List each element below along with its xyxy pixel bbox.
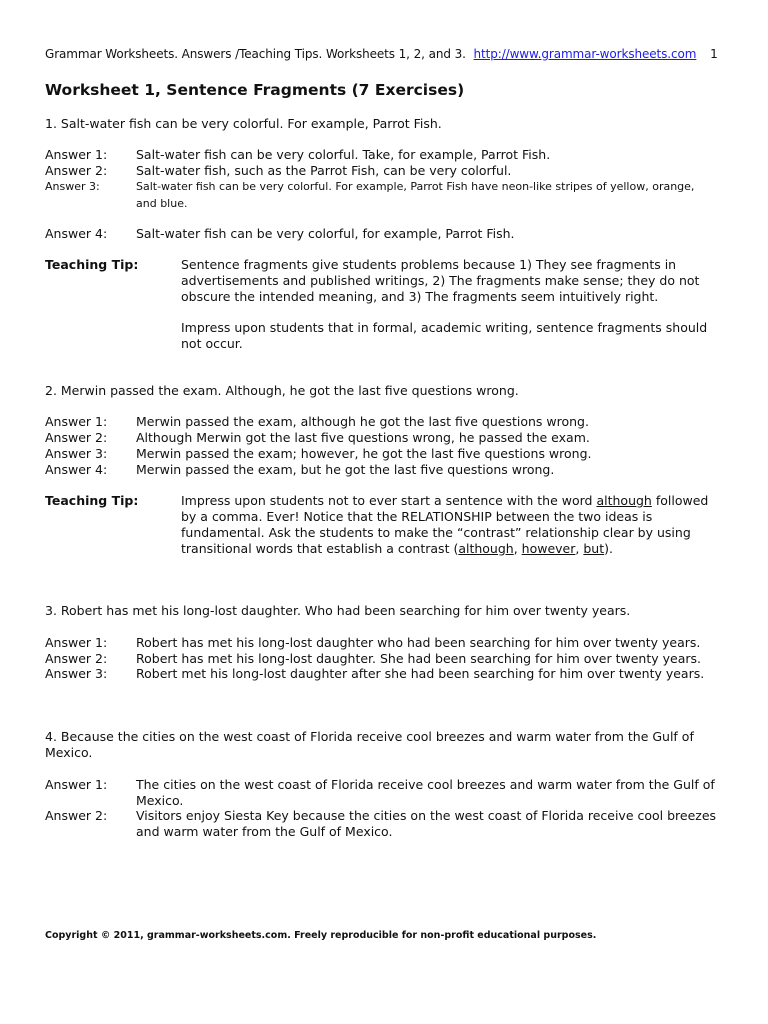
tip-text: transitional words that establish a contrast ( [181,541,459,556]
answer-label: Answer 3: [45,666,108,681]
underlined-word: however [521,541,576,556]
answer-text: Robert has met his long-lost daughter. She had been searching for him over twenty years. [136,651,701,666]
teaching-tip-line: advertisements and published writings, 2) The fragments make sense; they do not [181,273,700,288]
underlined-word: although [596,493,652,508]
answer-label: Answer 3: [45,446,108,461]
teaching-tip-line [181,541,613,557]
answer-text: Salt-water fish can be very colorful, for example, Parrot Fish. [136,226,515,241]
answer-text: Merwin passed the exam, but he got the last five questions wrong. [136,462,555,477]
teaching-tip-line: obscure the intended meaning, and 3) The fragments seem intuitively right. [181,289,659,304]
answer-label: Answer 1: [45,147,108,162]
answer-text: Merwin passed the exam; however, he got the last five questions wrong. [136,446,592,461]
answer-label: Answer 3: [45,180,100,193]
answer-text: Salt-water fish, such as the Parrot Fish, can be very colorful. [136,163,512,178]
answer-text: The cities on the west coast of Florida receive cool breezes and warm water from the Gulf of [136,777,715,792]
underlined-word: but [583,541,605,556]
teaching-tip-label: Teaching Tip: [45,493,139,508]
answer-text: Robert met his long-lost daughter after she had been searching for him over twenty years. [136,666,705,681]
answer-label: Answer 1: [45,414,108,429]
underlined-word: although [458,541,514,556]
header-text: Grammar Worksheets. Answers /Teaching Tips. Worksheets 1, 2, and 3. [45,47,466,61]
answer-label: Answer 1: [45,777,108,792]
exercise-2-question: 2. Merwin passed the exam. Although, he got the last five questions wrong. [45,383,519,398]
exercise-1-question: 1. Salt-water fish can be very colorful. For example, Parrot Fish. [45,116,442,131]
exercise-4-question: 4. Because the cities on the west coast of Florida receive cool breezes and warm water from the Gulf of [45,729,694,744]
tip-text: followed [651,493,709,508]
teaching-tip-line: by a comma. Ever! Notice that the RELATIONSHIP between the two ideas is [181,509,653,524]
page-title: Worksheet 1, Sentence Fragments (7 Exercises) [45,81,465,99]
answer-label: Answer 1: [45,635,108,650]
answer-text: Robert has met his long-lost daughter who had been searching for him over twenty years. [136,635,701,650]
answer-text-continued: and warm water from the Gulf of Mexico. [136,824,393,839]
teaching-tip-label: Teaching Tip: [45,257,139,272]
answer-text: Salt-water fish can be very colorful. Take, for example, Parrot Fish. [136,147,551,162]
teaching-tip-line: Impress upon students that in formal, academic writing, sentence fragments should [181,320,708,335]
page-header [45,47,718,61]
exercise-4-question-continued: Mexico. [45,745,93,760]
tip-text: , [575,541,584,556]
teaching-tip-line: not occur. [181,336,243,351]
teaching-tip-line [181,493,708,509]
answer-text: Visitors enjoy Siesta Key because the cities on the west coast of Florida receive cool breezes [136,808,717,823]
copyright-footer: Copyright © 2011, grammar-worksheets.com. Freely reproducible for non-profit educational purposes. [45,930,597,941]
answer-label: Answer 4: [45,226,108,241]
page-number: 1 [710,47,718,61]
teaching-tip-line: Sentence fragments give students problems because 1) They see fragments in [181,257,677,272]
tip-text: ). [604,541,613,556]
teaching-tip-line: fundamental. Ask the students to make the “contrast” relationship clear by using [181,525,691,540]
answer-label: Answer 2: [45,808,108,823]
answer-text-continued: Mexico. [136,793,184,808]
answer-text-continued: and blue. [136,197,188,210]
answer-label: Answer 4: [45,462,108,477]
exercise-3-question: 3. Robert has met his long-lost daughter. Who had been searching for him over twenty years. [45,603,631,618]
website-link[interactable]: http://www.grammar-worksheets.com [473,47,697,61]
tip-text: , [513,541,522,556]
answer-label: Answer 2: [45,163,108,178]
answer-text: Although Merwin got the last five questions wrong, he passed the exam. [136,430,590,445]
answer-text: Salt-water fish can be very colorful. For example, Parrot Fish have neon-like stripes of yellow, orange, [136,180,695,193]
answer-label: Answer 2: [45,651,108,666]
answer-label: Answer 2: [45,430,108,445]
tip-text: Impress upon students not to ever start a sentence with the word [181,493,597,508]
answer-text: Merwin passed the exam, although he got the last five questions wrong. [136,414,589,429]
